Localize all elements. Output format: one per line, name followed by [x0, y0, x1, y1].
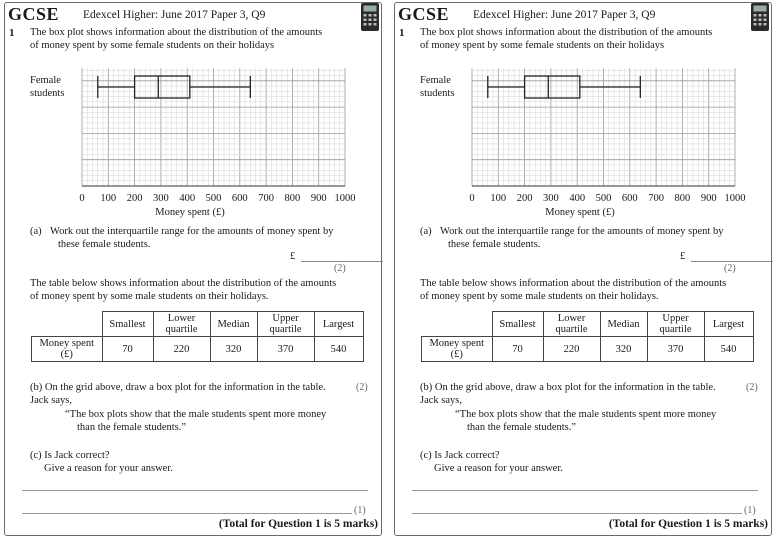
- table-intro-line: of money spent by some male students on their holidays.: [30, 291, 269, 302]
- quote-line: than the female students.”: [467, 422, 577, 433]
- gcse-brand: GCSE: [398, 4, 450, 24]
- table-header-cell: Largest: [704, 312, 753, 337]
- table-value-cell: 70: [492, 337, 543, 362]
- question-number: 1: [399, 27, 405, 39]
- quote-line: “The box plots show that the male students spent more money: [65, 409, 327, 420]
- table-header-cell: Largest: [314, 312, 363, 337]
- table-value-cell: 70: [102, 337, 153, 362]
- jack-says: Jack says,: [420, 395, 462, 406]
- part-a: [30, 225, 360, 251]
- row-label-line: Money spent: [39, 338, 95, 349]
- marks-b: (2): [356, 382, 368, 393]
- table-value-cell: 370: [257, 337, 314, 362]
- table-intro-line: The table below shows information about the distribution of the amounts: [420, 278, 727, 289]
- table-header-cell: Median: [210, 312, 257, 337]
- part-a-text: these female students.: [448, 239, 541, 250]
- table-header-cell: Median: [600, 312, 647, 337]
- part-a: [420, 225, 750, 251]
- x-tick-label: 500: [595, 193, 612, 204]
- x-tick-label: 600: [231, 193, 248, 204]
- marks-a: (2): [724, 263, 736, 274]
- part-c-instruction: Give a reason for your answer.: [434, 463, 563, 474]
- writing-line[interactable]: [412, 513, 742, 514]
- marks-a: (2): [334, 263, 346, 274]
- y-label-line: students: [420, 88, 455, 99]
- x-tick-label: 800: [284, 193, 301, 204]
- table-header-row: [32, 312, 364, 337]
- table-intro: [30, 277, 360, 303]
- table-value-cell: 220: [153, 337, 210, 362]
- x-tick-label: 800: [674, 193, 691, 204]
- paper-title: Edexcel Higher: June 2017 Paper 3, Q9: [80, 9, 268, 21]
- answer-currency: £: [680, 251, 686, 262]
- table-header-cell: Upper quartile: [647, 312, 704, 337]
- x-tick-label: 300: [543, 193, 559, 204]
- table-intro-line: of money spent by some male students on their holidays.: [420, 291, 659, 302]
- part-a-text: these female students.: [58, 239, 151, 250]
- part-b: [30, 381, 370, 407]
- x-tick-label: 600: [621, 193, 638, 204]
- table-value-cell: 370: [647, 337, 704, 362]
- part-a-text: Work out the interquartile range for the amounts of money spent by: [440, 226, 724, 237]
- x-tick-label: 700: [648, 193, 664, 204]
- marks-c: (1): [744, 505, 756, 516]
- marks-c: (1): [354, 505, 366, 516]
- intro-line: of money spent by some female students on their holidays: [420, 40, 665, 51]
- x-axis-title: Money spent (£): [545, 207, 615, 218]
- answer-line-a[interactable]: [691, 261, 773, 262]
- male-distribution-table: [31, 311, 364, 362]
- part-b: [420, 381, 760, 407]
- y-label-line: Female: [420, 75, 451, 86]
- part-c-question: (c) Is Jack correct?: [30, 450, 110, 461]
- male-distribution-table: [421, 311, 754, 362]
- part-c: [30, 449, 370, 475]
- table-header-cell: Lower quartile: [543, 312, 600, 337]
- table-row: [32, 337, 364, 362]
- part-c-question: (c) Is Jack correct?: [420, 450, 500, 461]
- total-marks: (Total for Question 1 is 5 marks): [218, 518, 378, 530]
- x-tick-label: 200: [516, 193, 533, 204]
- quote-line: “The box plots show that the male students spent more money: [455, 409, 717, 420]
- boxplot-grid[interactable]: [390, 0, 780, 230]
- part-b-text: (b) On the grid above, draw a box plot for the information in the table.: [420, 382, 716, 393]
- x-tick-label: 900: [700, 193, 717, 204]
- x-tick-label: 1000: [334, 193, 356, 204]
- question-number: 1: [9, 27, 15, 39]
- intro-line: The box plot shows information about the distribution of the amounts: [30, 27, 323, 38]
- part-c-instruction: Give a reason for your answer.: [44, 463, 173, 474]
- table-row: [422, 337, 754, 362]
- part-a-label: (a): [420, 226, 432, 237]
- jack-quote: [65, 408, 365, 434]
- x-tick-label: 500: [205, 193, 222, 204]
- answer-line-a[interactable]: [301, 261, 383, 262]
- table-value-cell: 320: [210, 337, 257, 362]
- quote-line: than the female students.”: [77, 422, 187, 433]
- x-tick-label: 400: [179, 193, 196, 204]
- gcse-brand: GCSE: [8, 4, 60, 24]
- part-c: [420, 449, 760, 475]
- x-tick-label: 200: [126, 193, 143, 204]
- y-label-line: Female: [30, 75, 61, 86]
- x-axis-title: Money spent (£): [155, 207, 225, 218]
- writing-line[interactable]: [22, 490, 368, 491]
- jack-quote: [455, 408, 755, 434]
- table-header-cell: Lower quartile: [153, 312, 210, 337]
- boxplot-grid[interactable]: [0, 0, 390, 230]
- jack-says: Jack says,: [30, 395, 72, 406]
- x-tick-label: 0: [79, 193, 85, 204]
- answer-currency: £: [290, 251, 296, 262]
- iqr-box: [525, 76, 580, 98]
- row-label-line: (£): [450, 349, 463, 360]
- row-label-cell: [422, 337, 493, 362]
- worksheet-panel-right: [390, 0, 780, 540]
- x-tick-label: 900: [310, 193, 327, 204]
- part-a-text: Work out the interquartile range for the amounts of money spent by: [50, 226, 334, 237]
- table-value-cell: 540: [704, 337, 753, 362]
- row-label-cell: [32, 337, 103, 362]
- iqr-box: [135, 76, 190, 98]
- x-tick-label: 700: [258, 193, 274, 204]
- x-tick-label: 400: [569, 193, 586, 204]
- x-tick-label: 0: [469, 193, 475, 204]
- y-label-line: students: [30, 88, 65, 99]
- table-header-cell: Upper quartile: [257, 312, 314, 337]
- table-value-cell: 220: [543, 337, 600, 362]
- part-a-label: (a): [30, 226, 42, 237]
- table-header-row: [422, 312, 754, 337]
- paper-title: Edexcel Higher: June 2017 Paper 3, Q9: [470, 9, 658, 21]
- x-tick-label: 100: [490, 193, 507, 204]
- table-header-cell: Smallest: [102, 312, 153, 337]
- table-value-cell: 320: [600, 337, 647, 362]
- intro-line: of money spent by some female students on their holidays: [30, 40, 275, 51]
- writing-line[interactable]: [22, 513, 352, 514]
- x-tick-label: 300: [153, 193, 169, 204]
- table-value-cell: 540: [314, 337, 363, 362]
- intro-line: The box plot shows information about the distribution of the amounts: [420, 27, 713, 38]
- x-tick-label: 1000: [724, 193, 746, 204]
- table-intro: [420, 277, 750, 303]
- table-header-cell: Smallest: [492, 312, 543, 337]
- row-label-line: (£): [60, 349, 73, 360]
- part-b-text: (b) On the grid above, draw a box plot for the information in the table.: [30, 382, 326, 393]
- row-label-line: Money spent: [429, 338, 485, 349]
- writing-line[interactable]: [412, 490, 758, 491]
- table-intro-line: The table below shows information about the distribution of the amounts: [30, 278, 337, 289]
- total-marks: (Total for Question 1 is 5 marks): [608, 518, 768, 530]
- marks-b: (2): [746, 382, 758, 393]
- x-tick-label: 100: [100, 193, 117, 204]
